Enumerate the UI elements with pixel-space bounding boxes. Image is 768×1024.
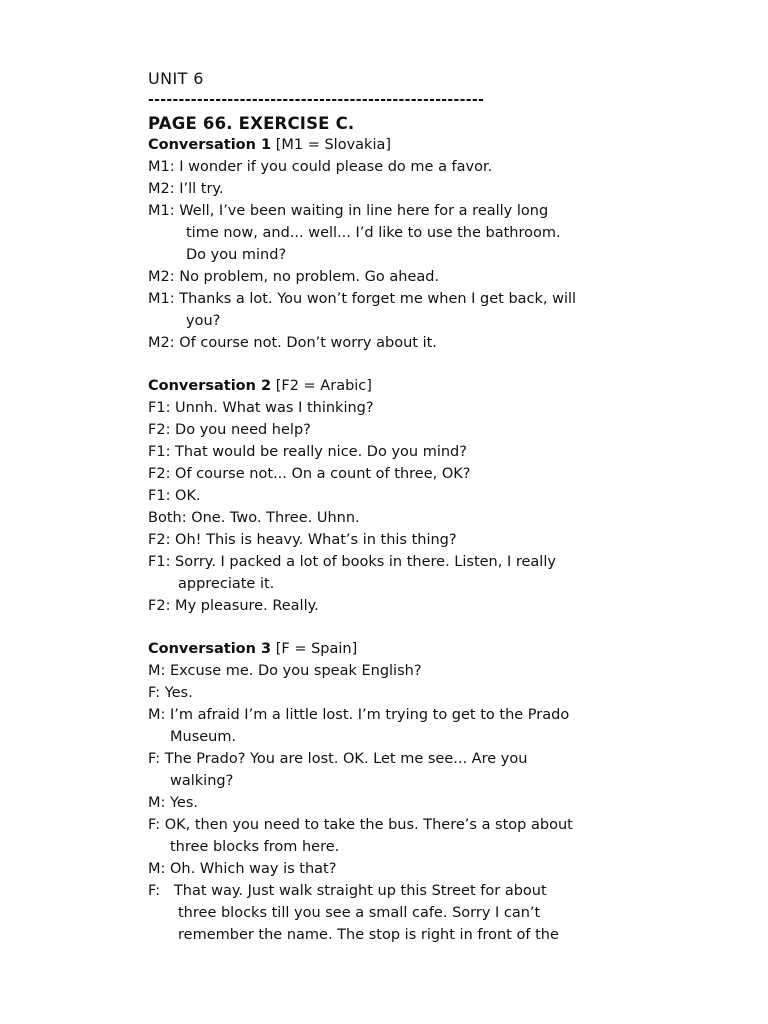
dialogue-text: M1: Thanks a lot. You won’t forget me when I get back, will: [148, 291, 577, 307]
dialogue-continuation: three blocks till you see a small cafe. Sorry I can’t: [178, 905, 541, 921]
dialogue-continuation: you?: [186, 313, 221, 329]
dialogue-line: F1: OK.: [148, 488, 201, 504]
dialogue-text: F: That way. Just walk straight up this Street for about: [148, 883, 547, 899]
dialogue-line: M2: Of course not. Don’t worry about it.: [148, 335, 437, 351]
unit-title: UNIT 6: [148, 69, 204, 88]
conversation-3: [148, 638, 628, 946]
conversation-2: [148, 375, 628, 617]
dialogue-line: [148, 880, 628, 946]
dialogue-continuation: remember the name. The stop is right in front of the: [178, 927, 559, 943]
dialogue-line: F1: That would be really nice. Do you mind?: [148, 444, 467, 460]
dialogue-continuation: appreciate it.: [178, 576, 275, 592]
dialogue-line: F2: Of course not... On a count of three, OK?: [148, 466, 471, 482]
dialogue-line: M2: I’ll try.: [148, 181, 224, 197]
dialogue-text: F1: Sorry. I packed a lot of books in there. Listen, I really: [148, 554, 556, 570]
dialogue-line: M1: I wonder if you could please do me a favor.: [148, 159, 493, 175]
conversation-heading: [148, 134, 628, 156]
dialogue-text: M: I’m afraid I’m a little lost. I’m trying to get to the Prado: [148, 707, 570, 723]
conversation-label: Conversation 3: [148, 641, 272, 657]
dialogue-line: Both: One. Two. Three. Uhnn.: [148, 510, 360, 526]
dialogue-line: M: Oh. Which way is that?: [148, 861, 337, 877]
dialogue-line: F: Yes.: [148, 685, 193, 701]
dialogue-continuation: Do you mind?: [186, 247, 287, 263]
dialogue-line: F2: Do you need help?: [148, 422, 311, 438]
conversation-heading: [148, 375, 628, 397]
conversation-heading: [148, 638, 628, 660]
dialogue-line: F1: Unnh. What was I thinking?: [148, 400, 374, 416]
dialogue-line: [148, 200, 628, 266]
conversation-1: [148, 134, 628, 354]
conversation-note: [M1 = Slovakia]: [271, 137, 392, 153]
conversation-label: Conversation 2: [148, 378, 272, 394]
dialogue-text: F: OK, then you need to take the bus. There’s a stop about: [148, 817, 573, 833]
exercise-title: PAGE 66. EXERCISE C.: [148, 114, 355, 133]
dialogue-line: [148, 748, 628, 792]
dialogue-line: [148, 814, 628, 858]
dialogue-continuation: Museum.: [170, 729, 237, 745]
dialogue-line: F2: My pleasure. Really.: [148, 598, 319, 614]
dialogue-continuation: walking?: [170, 773, 234, 789]
dialogue-text: F: The Prado? You are lost. OK. Let me see... Are you: [148, 751, 528, 767]
conversation-note: [F2 = Arabic]: [271, 378, 372, 394]
dialogue-line: F2: Oh! This is heavy. What’s in this thing?: [148, 532, 457, 548]
dialogue-line: M2: No problem, no problem. Go ahead.: [148, 269, 440, 285]
conversation-note: [F = Spain]: [271, 641, 358, 657]
dialogue-line: [148, 288, 628, 332]
dialogue-text: M1: Well, I’ve been waiting in line here for a really long: [148, 203, 549, 219]
dialogue-line: [148, 551, 628, 595]
dialogue-continuation: three blocks from here.: [170, 839, 340, 855]
dialogue-continuation: time now, and... well... I’d like to use the bathroom.: [186, 225, 561, 241]
dialogue-line: M: Excuse me. Do you speak English?: [148, 663, 422, 679]
conversation-label: Conversation 1: [148, 137, 272, 153]
dialogue-line: M: Yes.: [148, 795, 199, 811]
dashed-divider: -------------------------------------------------------: [148, 92, 485, 108]
dialogue-line: [148, 704, 628, 748]
